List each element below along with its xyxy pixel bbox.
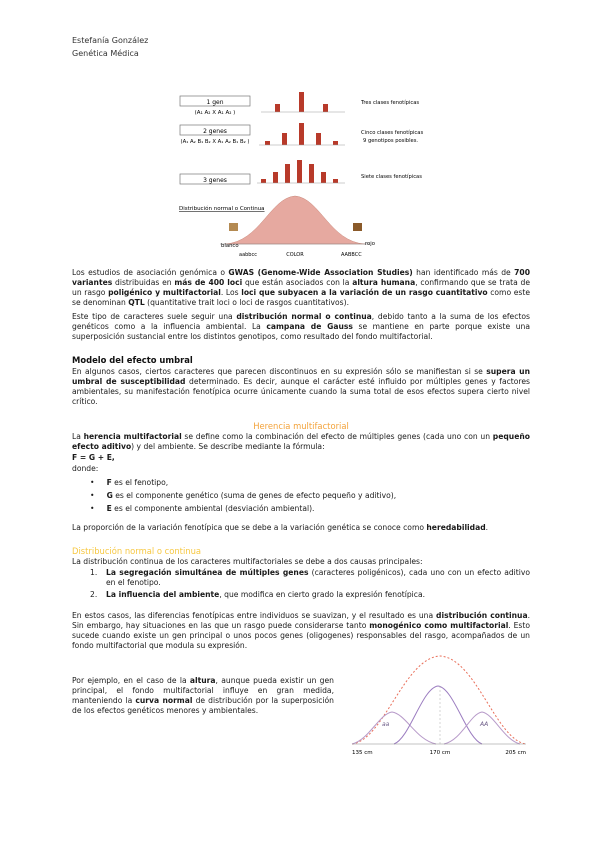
- x-max-label: 205 cm: [505, 750, 526, 756]
- aa-label: aa: [382, 721, 390, 728]
- height-distribution-chart: [344, 648, 530, 760]
- one-gene-genotype: (A₁ A₂ X A₁ A₂ ): [194, 110, 236, 116]
- where-label: donde:: [72, 464, 99, 473]
- Aa-label: Aa: [432, 693, 440, 700]
- aabbcc-label: aabbcc: [239, 252, 257, 258]
- AA-label: AA: [480, 721, 489, 728]
- aa-curve: [352, 712, 436, 744]
- course-name: Genética Médica: [72, 49, 139, 58]
- monogenic-paragraph: En estos casos, las diferencias fenotípicas entre individuos se suavizan, y el resultado es una distribución continua. Sin embargo, hay situaciones en las que un rasgo puede considerarse tanto monogénico como multifactorial. Esto sucede cuando existe un gen principal o unos pocos genes (oligogenes) responsables del rasgo, acompañados de un fondo multifactorial que modula su expresión.: [72, 611, 530, 650]
- multifactorial-paragraph: La herencia multifactorial se define como la combinación del efecto de múltiples genes (cada uno con un pequeño efecto aditivo) y del ambiente. Se describe mediante la fórmula:: [72, 432, 530, 451]
- AA-curve: [444, 712, 520, 744]
- color-label: COLOR: [286, 252, 304, 258]
- list-item: 1. La segregación simultánea de múltiples genes (caracteres poligénicos), cada uno con un efecto aditivo en el fenotipo.: [90, 568, 530, 587]
- list-item: 2. La influencia del ambiente, que modifica en cierto grado la expresión fenotípica.: [90, 590, 426, 599]
- two-genes-bars: [265, 123, 338, 145]
- normal-distribution-paragraph: Este tipo de caracteres suele seguir una distribución normal o continua, debido tanto a la suma de los efectos genéticos como a la influencia ambiental. La campana de Gauss se mantiene en parte porque existe una superposición sustancial entre los distintos genotipos, como resultado del fondo multifactorial.: [72, 312, 531, 341]
- three-classes-label: Tres clases fenotípicas: [361, 100, 420, 106]
- five-classes-label: Cinco clases fenotípicas: [361, 130, 424, 136]
- formula-components-list: [90, 478, 530, 517]
- multifactorial-heading: Herencia multifactorial: [253, 421, 349, 431]
- gwas-paragraph: Los estudios de asociación genómica o GWAS (Genome-Wide Association Studies) han identificado más de 700 variantes distribuidas en más de 400 loci que están asociados con la altura humana, confirmando que se trata de un rasgo poligénico y multifactorial. Los loci que subyacen a la variación de un rasgo cuantitativo como este se denominan QTL (quantitative trait loci o loci de rasgos cuantitativos).: [72, 268, 530, 307]
- formula: F = G + E,: [72, 453, 115, 462]
- red-swatch: [353, 223, 362, 231]
- author-name: Estefanía González: [72, 36, 149, 45]
- one-gene-bars: [275, 92, 328, 112]
- causes-list: [90, 568, 530, 600]
- continuous-intro: La distribución continua de los caracteres multifactoriales se debe a dos causas principales:: [72, 557, 423, 566]
- normal-dist-label: Distribución normal o Continua: [179, 206, 265, 212]
- one-gene-label: 1 gen: [206, 99, 224, 106]
- white-swatch: [229, 223, 238, 231]
- normal-curve: [225, 196, 365, 244]
- list-item: • G es el componente genético (suma de genes de efecto pequeño y aditivo),: [90, 491, 397, 500]
- heritability-paragraph: La proporción de la variación fenotípica que se debe a la variación genética se conoce como heredabilidad.: [72, 523, 489, 532]
- continuous-heading: Distribución normal o continua: [72, 546, 202, 556]
- three-genes-label: 3 genes: [203, 177, 227, 184]
- three-genes-bars: [261, 160, 338, 183]
- x-min-label: 135 cm: [352, 750, 373, 756]
- height-paragraph: Por ejemplo, en el caso de la altura, aunque pueda existir un gen principal, el fondo multifactorial influye en gran medida, manteniendo la curva normal de distribución por la superposición de los efectos genéticos menores y ambientales.: [72, 676, 334, 715]
- white-label: blanco: [221, 243, 239, 249]
- polygenic-figure: [165, 90, 475, 262]
- two-genes-label: 2 genes: [203, 128, 227, 135]
- two-genes-genotype: (A₁ A₂ B₁ B₂ X A₁ A₂ B₁ B₂ ): [180, 139, 250, 145]
- total-curve: [352, 656, 526, 744]
- list-item: • E es el componente ambiental (desviación ambiental).: [90, 504, 315, 513]
- AABBCC-label: AABBCC: [341, 252, 362, 258]
- red-label: rojo: [365, 241, 376, 247]
- threshold-paragraph: En algunos casos, ciertos caracteres que parecen discontinuos en su expresión sólo se manifiestan si se supera un umbral de susceptibilidad determinado. Es decir, aunque el carácter esté influido por múltiples genes y factores ambientales, su manifestación fenotípica ocurre únicamente cuando la suma total de esos efectos supera cierto nivel crítico.: [72, 367, 531, 406]
- nine-genotypes-label: 9 genotipos posibles.: [363, 138, 419, 144]
- list-item: • F es el fenotipo,: [90, 478, 169, 487]
- threshold-heading: Modelo del efecto umbral: [72, 355, 193, 365]
- x-mid-label: 170 cm: [429, 750, 451, 756]
- seven-classes-label: Siete clases fenotípicas: [361, 174, 422, 180]
